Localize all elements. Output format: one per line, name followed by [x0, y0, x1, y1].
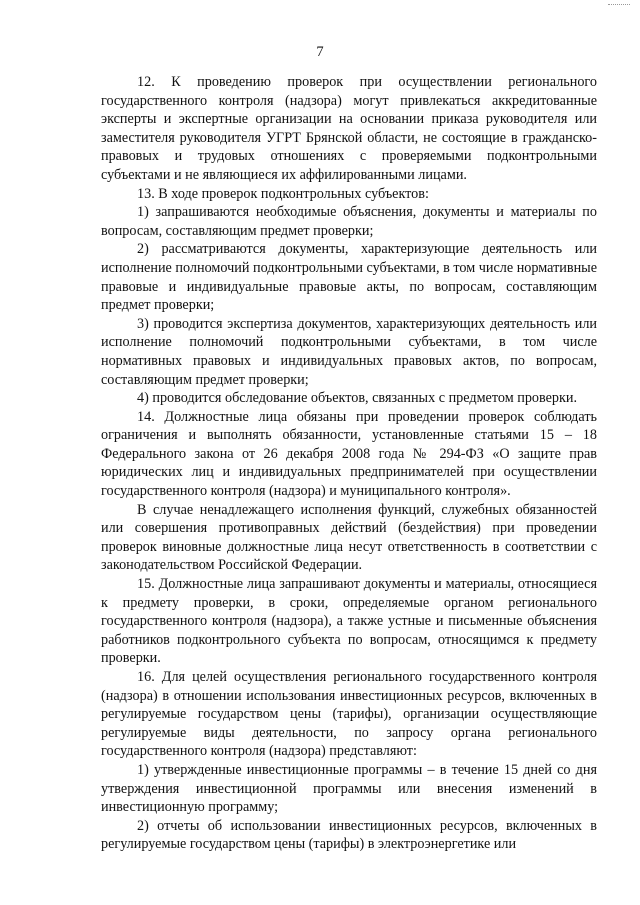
paragraph-13: 13. В ходе проверок подконтрольных субъектов:	[137, 185, 429, 202]
paragraph-13-item-4: 4) проводится обследование объектов, связанных с предметом проверки.	[137, 390, 578, 407]
paragraph-16-item-2: 2) отчеты об использовании инвестиционных ресурсов, включенных в регулируемые государством цены (тарифы) в электроэнергетике или	[101, 817, 597, 853]
scan-corner-mark	[608, 4, 630, 5]
paragraph-14: 14. Должностные лица обязаны при проведении проверок соблюдать ограничения и выполнять обязанности, установленные статьями 15 – 18 Федерального закона от 26 декабря 2008 года № 294-ФЗ «О защите прав юридических лиц и индивидуальных предпринимателей при осуществлении государственного контроля (надзора) и муниципального контроля».	[101, 408, 597, 500]
paragraph-15: 15. Должностные лица запрашивают документы и материалы, относящиеся к предмету проверки, в сроки, определяемые органом регионального государственного контроля (надзора), а также устные и письменные объяснения работников подконтрольного субъекта по вопросам, относящимся к предмету проверки.	[101, 576, 597, 667]
paragraph-14-liability: В случае ненадлежащего исполнения функций, служебных обязанностей или совершения противоправных действий (бездействия) при проведении проверок виновные должностные лица несут ответственность в соответствии с законодательством Российской Федерации.	[101, 501, 597, 574]
document-body	[101, 73, 597, 854]
paragraph-16-item-1: 1) утвержденные инвестиционные программы – в течение 15 дней со дня утверждения инвестиционной программы или внесения изменений в инвестиционную программу;	[101, 761, 597, 816]
paragraph-13-item-2: 2) рассматриваются документы, характеризующие деятельность или исполнение полномочий подконтрольными субъектами, в том числе нормативные правовые и индивидуальные правовые акты, по вопросам, составляющим предмет проверки;	[101, 241, 597, 314]
paragraph-13-item-3: 3) проводится экспертиза документов, характеризующих деятельность или исполнение полномочий подконтрольными субъектами, в том числе нормативных правовых и индивидуальных правовых актов, по вопросам, составляющим предмет проверки;	[101, 315, 597, 388]
page-number: 7	[316, 44, 324, 60]
paragraph-12: 12. К проведению проверок при осуществлении регионального государственного контроля (надзора) могут привлекаться аккредитованные эксперты и экспертные организации на основании приказа руководителя или заместителя руководителя УГРТ Брянской области, не состоящие в гражданско-правовых и трудовых отношениях с проверяемыми подконтрольными субъектами и не являющиеся их аффилированными лицами.	[101, 74, 597, 183]
paragraph-13-item-1: 1) запрашиваются необходимые объяснения, документы и материалы по вопросам, составляющим предмет проверки;	[101, 204, 597, 239]
paragraph-16: 16. Для целей осуществления регионального государственного контроля (надзора) в отношении использования инвестиционных ресурсов, включенных в регулируемые государством цены (тарифы), организации осуществляющие регулируемые виды деятельности, по запросу органа регионального государственного контроля (надзора) представляют:	[101, 669, 597, 760]
